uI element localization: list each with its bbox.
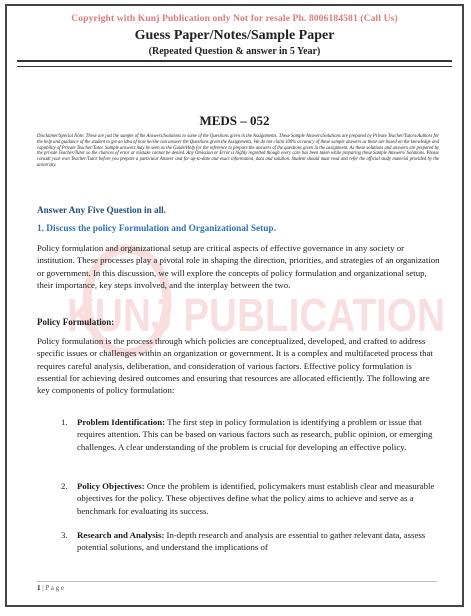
list-item-title: Policy Objectives: xyxy=(77,481,145,491)
course-code: MEDS – 052 xyxy=(199,113,270,128)
page-subtitle: (Repeated Question & answer in 5 Year) xyxy=(148,46,321,57)
list-item-text: Once the problem is identified, policymakers must establish clear and measurable objectives for the policy. These objectives define what the policy aims to achieve and serve as a benchmark for evaluating its success. xyxy=(77,481,435,516)
watermark-text: KUNJ PUBLICATION xyxy=(67,289,445,341)
document-page xyxy=(5,4,464,607)
disclaimer-note: Disclaimer/Special Note: These are just the sample of the Answers/Solutions to some of the Questions given in the Assignments. These Sample Answers/Solutions are prepared by Private Teacher/Tutors/Authors for the help and guidance of the student to get an idea of how he/she can answer the Questions given the Assignments. We do not claim 100% accuracy of these sample answers as these are based on the knowledge and capability of Private Teacher/Tutor. Sample answers may be seen as the Guide/Help for the reference to prepare the answers of the questions given in the assignment. As these solutions and answers are prepared by the private Teacher/Tutor so the chances of error or mistake cannot be denied. Any Omission or Error is highly regretted though every care has been taken while preparing these Sample Answers/ Solutions. Please consult your own Teacher/Tutor before you prepare a particular Answer and for up-to-date and exact information, data and solution. Student should must read and refer the official study material provided by the university. xyxy=(37,134,439,168)
list-item xyxy=(37,416,442,453)
list-item-title: Problem Identification: xyxy=(77,417,166,427)
list-item-title: Research and Analysis: xyxy=(77,530,165,540)
page-label: | P a g e xyxy=(40,584,64,592)
page-footer xyxy=(37,584,64,592)
page-number: 1 xyxy=(37,584,41,592)
list-number: 3. xyxy=(61,530,68,540)
list-item-text: In-depth research and analysis are essential to gather relevant data, assess potential solutions, and understand the implications of xyxy=(77,530,426,553)
section-paragraph: Policy formulation is the process through which policies are conceptualized, developed, and crafted to address specific issues or challenges within an organization or government. It is a complex and multifaceted process that requires careful analysis, deliberation, and consideration of various factors. Effective policy formulation is essential for achieving desired outcomes and ensuring that resources are allocated efficiently. The following are key components of policy formulation: xyxy=(37,336,433,396)
section-heading: Policy Formulation: xyxy=(37,317,115,327)
list-item xyxy=(37,480,442,517)
question-heading: 1. Discuss the policy Formulation and Organizational Setup. xyxy=(37,224,276,234)
list-number: 2. xyxy=(61,481,68,491)
copyright-notice: Copyright with Kunj Publication only Not for resale Ph. 8006184581 (Call Us) xyxy=(71,13,398,24)
header-divider xyxy=(17,60,452,67)
list-item-text: The first step in policy formulation is identifying a problem or issue that requires attention. This can be based on various factors such as research, public opinion, or emerging challenges. A clear understanding of the problem is crucial for developing an effective policy. xyxy=(77,417,433,452)
list-number: 1. xyxy=(61,417,68,427)
intro-paragraph: Policy formulation and organizational setup are critical aspects of effective governance in any society or institution. These processes play a pivotal role in shaping the direction, priorities, and strategies of an organization or government. In this discussion, we will explore the concepts of policy formulation and organizational setup, their importance, key steps involved, and the interplay between the two. xyxy=(37,243,440,290)
list-item xyxy=(37,529,442,554)
page-title: Guess Paper/Notes/Sample Paper xyxy=(134,28,335,43)
footer-divider xyxy=(37,581,437,582)
exam-instruction: Answer Any Five Question in all. xyxy=(37,205,166,215)
